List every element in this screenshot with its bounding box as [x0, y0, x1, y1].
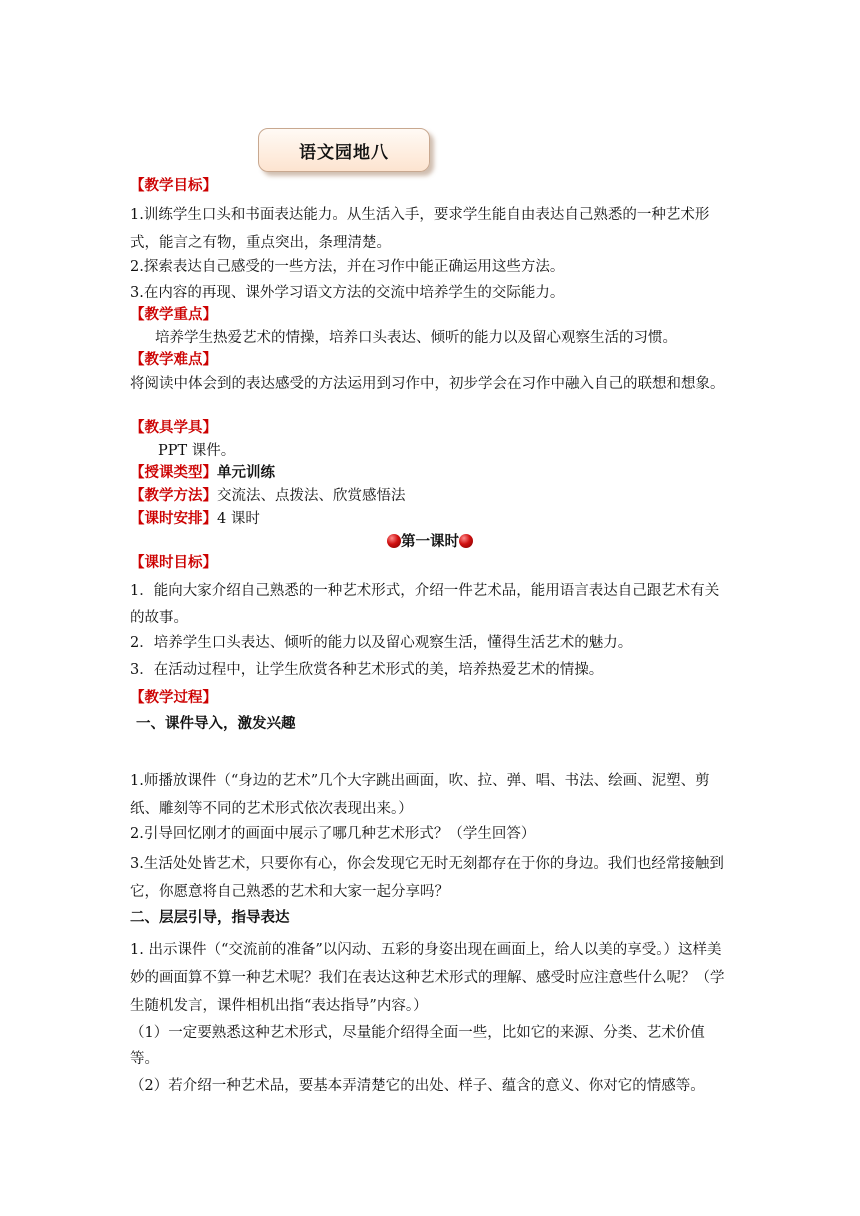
methods-heading: 【教学方法】 — [130, 487, 217, 504]
section-1-item-3: 3.生活处处皆艺术，只要你有心，你会发现它无时无刻都存在于你的身边。我们也经常接触到它，你愿意将自己熟悉的艺术和大家一起分享吗？ — [130, 856, 724, 900]
difficulties-heading: 【教学难点】 — [130, 351, 217, 368]
page-title: 语文园地八 — [258, 128, 430, 172]
schedule-heading: 【课时安排】 — [130, 510, 217, 527]
lesson-goals-heading: 【课时目标】 — [130, 554, 217, 571]
materials-heading: 【教具学具】 — [130, 419, 217, 436]
section-2-item-2: （1）一定要熟悉这种艺术形式，尽量能介绍得全面一些，比如它的来源、分类、艺术价值等。 — [130, 1025, 705, 1067]
section-1-item-1: 1.师播放课件（“身边的艺术”几个大字跳出画面，吹、拉、弹、唱、书法、绘画、泥塑、剪纸、雕刻等不同的艺术形式依次表现出来。） — [130, 773, 710, 817]
key-points-heading: 【教学重点】 — [130, 306, 217, 323]
difficulties-text: 将阅读中体会到的表达感受的方法运用到习作中，初步学会在习作中融入自己的联想和想象。 — [130, 376, 725, 392]
section-2-item-1: 1. 出示课件（“交流前的准备”以闪动、五彩的身姿出现在画面上，给人以美的享受。）这样美妙的画面算不算一种艺术呢？我们在表达这种艺术形式的理解、感受时应注意些什么呢？（学生随机发言，课件相机出指“表达指导”内容。） — [130, 942, 725, 1014]
materials-text: PPT 课件。 — [158, 443, 236, 459]
lesson-goal-3: 3．在活动过程中，让学生欣赏各种艺术形式的美，培养热爱艺术的情操。 — [130, 662, 604, 678]
lesson-one-heading: 第一课时 — [401, 533, 459, 550]
schedule-row — [130, 509, 260, 529]
schedule-value: 4 课时 — [217, 511, 260, 527]
teaching-goal-1: 1.训练学生口头和书面表达能力。从生活入手，要求学生能自由表达自己熟悉的一种艺术形式，能言之有物，重点突出，条理清楚。 — [130, 207, 710, 251]
key-points-text: 培养学生热爱艺术的情操，培养口头表达、倾听的能力以及留心观察生活的习惯。 — [155, 330, 677, 346]
lesson-type-heading: 【授课类型】 — [130, 464, 217, 481]
lesson-one-heading-row — [0, 530, 860, 551]
teaching-goal-3: 3.在内容的再现、课外学习语文方法的交流中培养学生的交际能力。 — [130, 285, 565, 301]
lesson-type-value: 单元训练 — [217, 464, 275, 481]
methods-row — [130, 486, 406, 506]
section-2-heading: 二、层层引导，指导表达 — [130, 909, 290, 926]
process-heading: 【教学过程】 — [130, 689, 217, 706]
section-2-item-3: （2）若介绍一种艺术品，要基本弄清楚它的出处、样子、蕴含的意义、你对它的情感等。 — [130, 1078, 705, 1094]
teaching-goal-2: 2.探索表达自己感受的一些方法，并在习作中能正确运用这些方法。 — [130, 259, 565, 275]
lesson-goal-1: 1．能向大家介绍自己熟悉的一种艺术形式，介绍一件艺术品，能用语言表达自己跟艺术有关的故事。 — [130, 583, 720, 626]
section-1-item-2: 2.引导回忆刚才的画面中展示了哪几种艺术形式？（学生回答） — [130, 826, 536, 842]
red-bullet-icon — [459, 534, 473, 548]
lesson-goal-2: 2．培养学生口头表达、倾听的能力以及留心观察生活，懂得生活艺术的魅力。 — [130, 635, 633, 651]
red-bullet-icon — [387, 534, 401, 548]
lesson-type-row — [130, 463, 275, 483]
section-1-heading: 一、课件导入，激发兴趣 — [136, 715, 296, 732]
methods-value: 交流法、点拨法、欣赏感悟法 — [217, 488, 406, 504]
teaching-goals-heading: 【教学目标】 — [130, 177, 217, 194]
